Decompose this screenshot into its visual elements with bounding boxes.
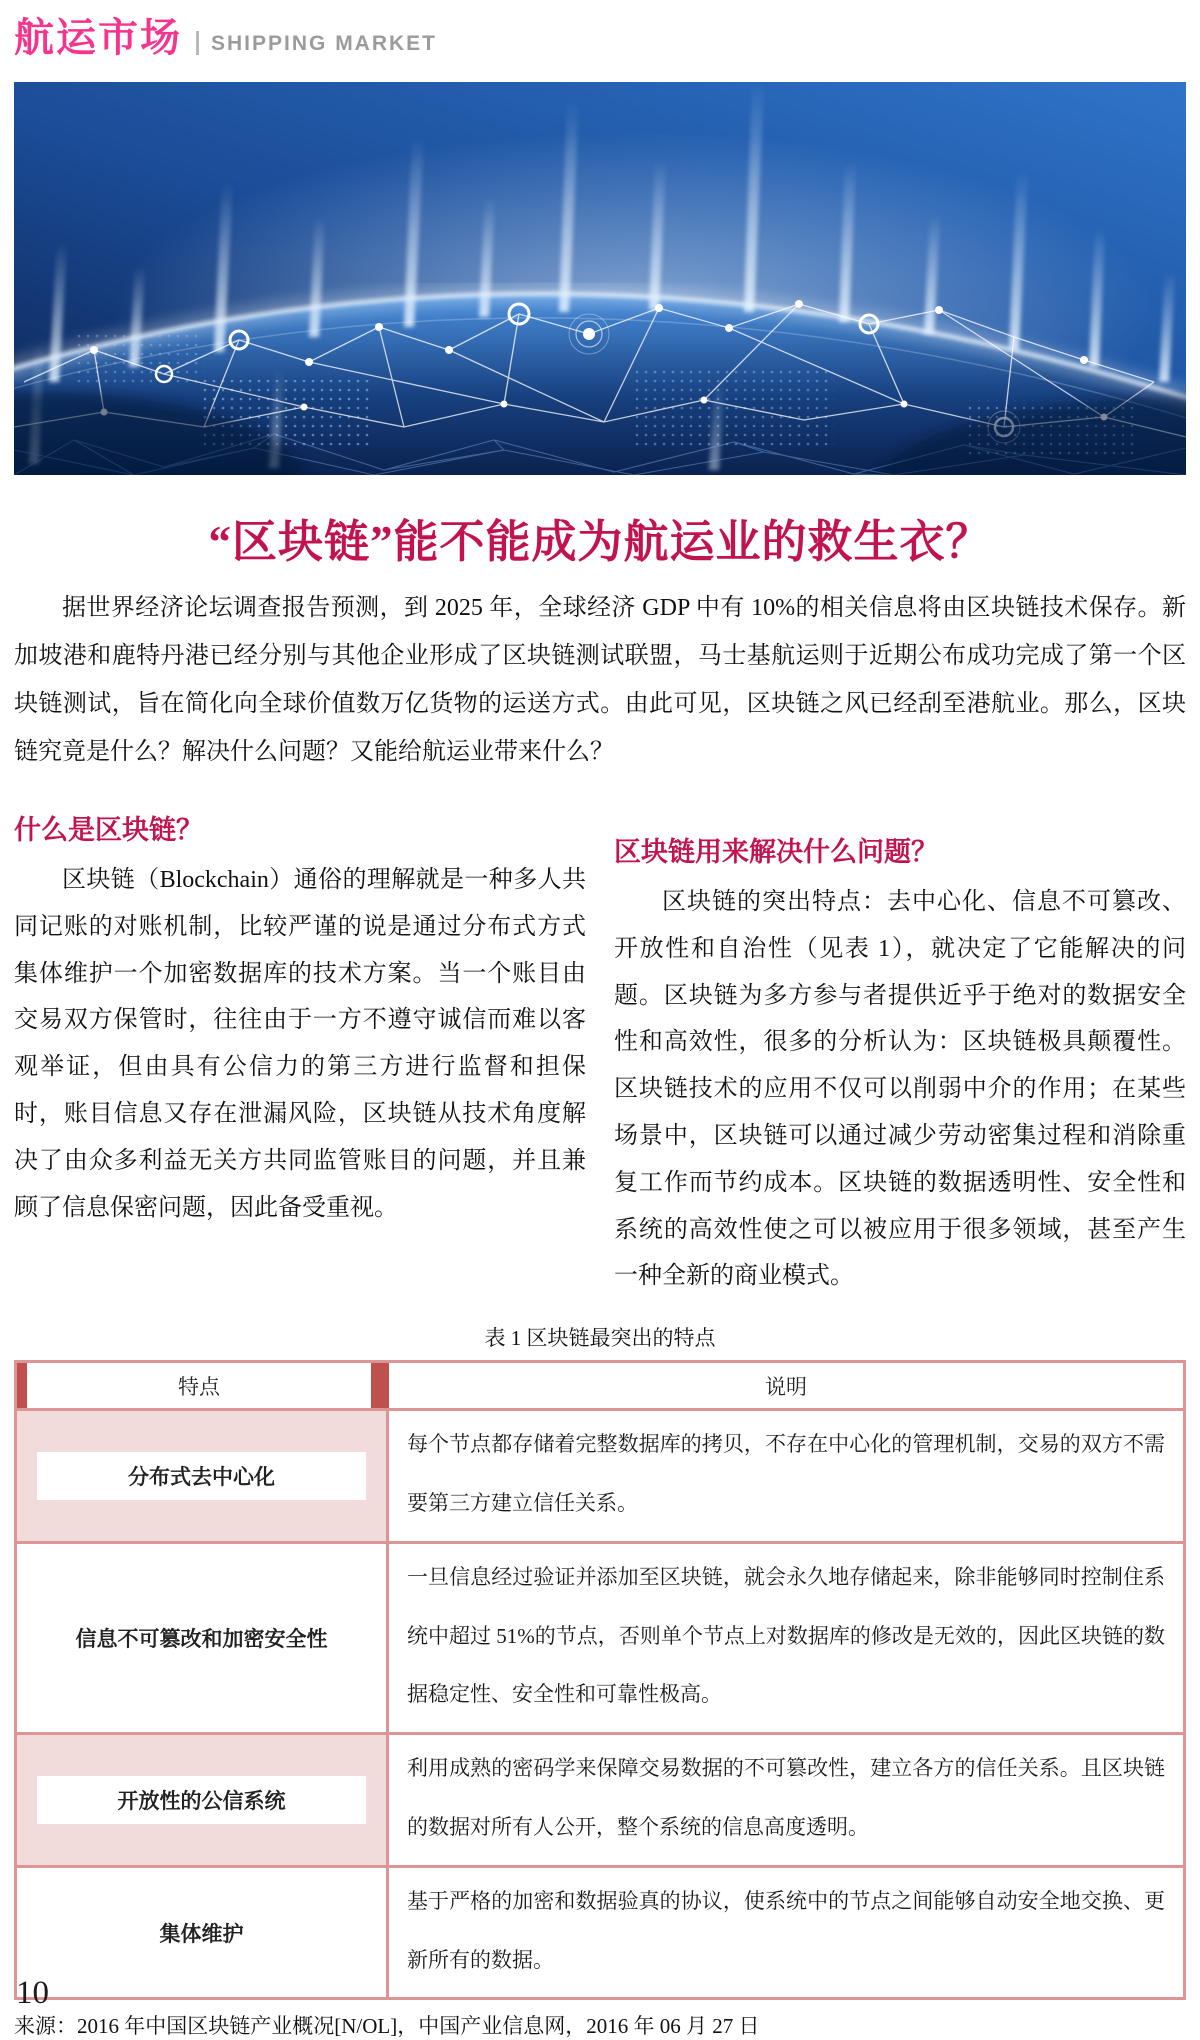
description-cell: 利用成熟的密码学来保障交易数据的不可篡改性，建立各方的信任关系。且区块链的数据对所有人公开，整个系统的信息高度透明。 (407, 1756, 1165, 1839)
feature-cell: 集体维护 (17, 1868, 389, 1998)
page-number: 10 (16, 1975, 49, 2011)
intro-paragraph: 据世界经济论坛调查报告预测，到 2025 年，全球经济 GDP 中有 10%的相关信息将由区块链技术保存。新加坡港和鹿特丹港已经分别与其他企业形成了区块链测试联盟，马士基航运则于近期公布成功完成了第一个区块链测试，旨在简化向全球价值数万亿货物的运送方式。由此可见，区块链之风已经刮至港航业。那么，区块链究竟是什么？解决什么问题？又能给航运业带来什么？ (14, 595, 1186, 765)
table-row (17, 1865, 1183, 1998)
feature-label: 开放性的公信系统 (37, 1776, 366, 1824)
table-row (17, 1411, 1183, 1541)
section-body-what-is-blockchain: 区块链（Blockchain）通俗的理解就是一种多人共同记账的对账机制，比较严谨的说是通过分布式方式集体维护一个加密数据库的技术方案。当一个账目由交易双方保管时，往往由于一方不遵守诚信而难以客观举证，但由具有公信力的第三方进行监督和担保时，账目信息又存在泄漏风险，区块链从技术角度解决了由众多利益无关方共同监管账目的问题，并且兼顾了信息保密问题，因此备受重视。 (14, 867, 586, 1221)
column-left (14, 792, 586, 1300)
column-header-description: 说明 (389, 1363, 1183, 1408)
description-cell: 基于严格的加密和数据验真的协议，使系统中的节点之间能够自动安全地交换、更新所有的数据。 (407, 1888, 1165, 1972)
feature-cell: 信息不可篡改和加密安全性 (17, 1544, 389, 1732)
description-cell: 一旦信息经过验证并添加至区块链，就会永久地存储起来，除非能够同时控制住系统中超过 51%的节点，否则单个节点上对数据库的修改是无效的，因此区块链的数据稳定性、安全性和可靠性极高。 (407, 1564, 1165, 1707)
article-title: “区块链”能不能成为航运业的救生衣？ (208, 517, 992, 567)
table-row (17, 1541, 1183, 1732)
hero-image (14, 82, 1186, 475)
section-body-what-problems: 区块链的突出特点：去中心化、信息不可篡改、开放性和自治性（见表 1），就决定了它能解决的问题。区块链为多方参与者提供近乎于绝对的数据安全性和高效性，很多的分析认为：区块链极具颠覆性。区块链技术的应用不仅可以削弱中介的作用；在某些场景中，区块链可以通过减少劳动密集过程和消除重复工作而节约成本。区块链的数据透明性、安全性和系统的高效性使之可以被应用于很多领域，甚至产生一种全新的商业模式。 (614, 889, 1186, 1290)
features-table (14, 1360, 1186, 2000)
column-header-feature: 特点 (27, 1363, 371, 1408)
masthead (14, 12, 1186, 64)
table-header-accent-strip (17, 1363, 27, 1408)
article-columns (14, 792, 1186, 1300)
table-header-divider (371, 1363, 389, 1408)
feature-cell (17, 1411, 389, 1541)
masthead-title-en: SHIPPING MARKET (211, 32, 438, 55)
section-heading-what-problems: 区块链用来解决什么问题？ (614, 837, 938, 867)
masthead-title-cn: 航运市场 (14, 16, 182, 60)
table-caption: 表 1 区块链最突出的特点 (484, 1326, 716, 1351)
source-note: 来源：2016 年中国区块链产业概况[N/OL]，中国产业信息网，2016 年 06 月 27 日 (14, 2014, 760, 2039)
blockchain-globe-illustration (14, 82, 1186, 475)
masthead-divider (196, 31, 199, 55)
section-heading-what-is-blockchain: 什么是区块链？ (14, 815, 203, 845)
feature-label: 分布式去中心化 (37, 1452, 366, 1500)
description-cell: 每个节点都存储着完整数据库的拷贝，不存在中心化的管理机制，交易的双方不需要第三方建立信任关系。 (407, 1432, 1165, 1515)
column-right (614, 792, 1186, 1300)
table-header-row (17, 1363, 1183, 1411)
table-row (17, 1732, 1183, 1865)
feature-cell (17, 1735, 389, 1865)
